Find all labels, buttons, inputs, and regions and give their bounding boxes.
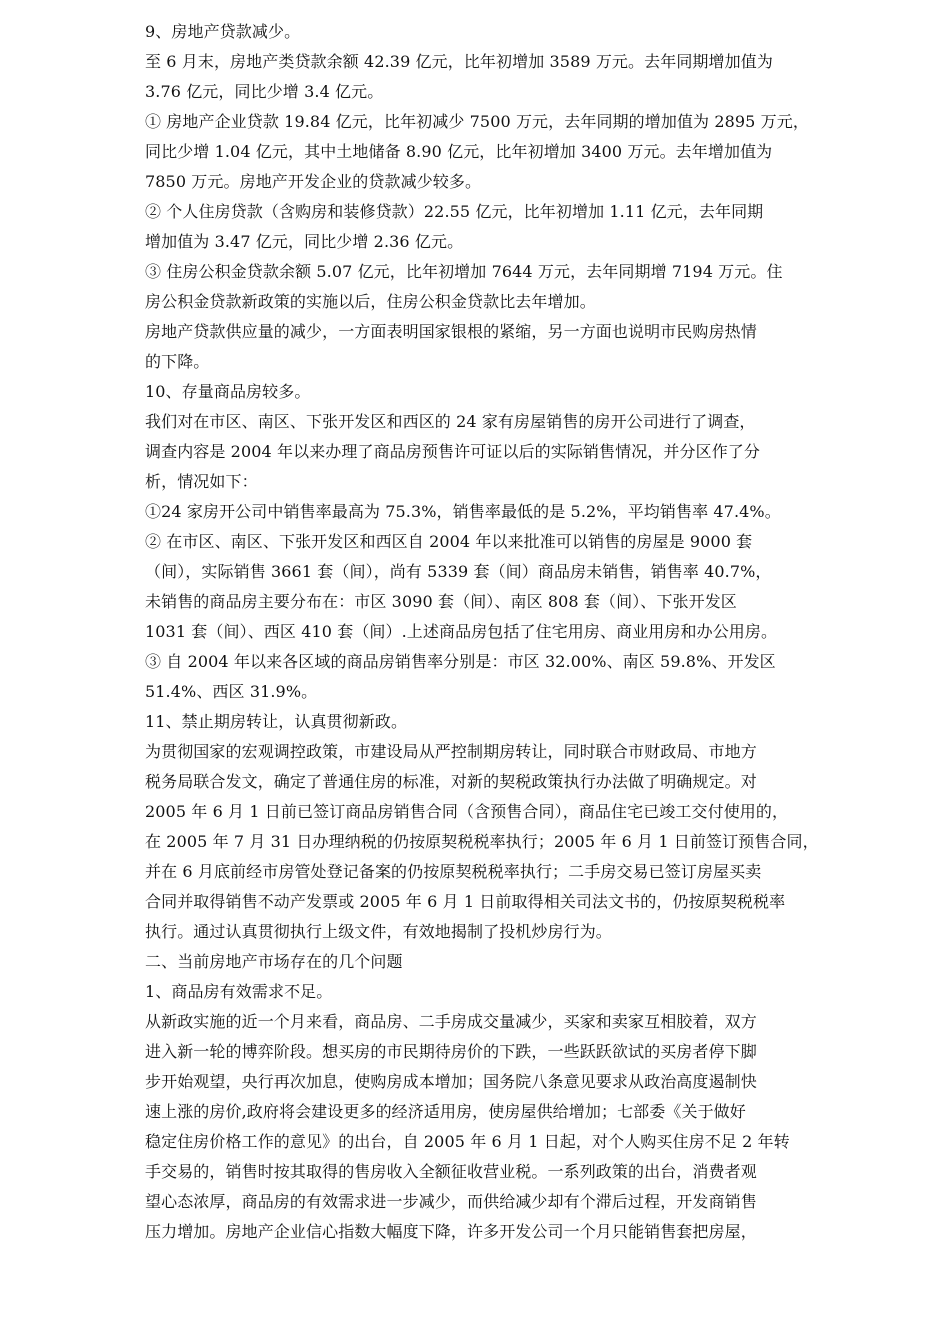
paragraph-line: 的下降。 [145,352,210,371]
paragraph-line: ③ 自 2004 年以来各区域的商品房销售率分别是：市区 32.00%、南区 59.8%、开发区 [145,652,776,671]
paragraph-line: 合同并取得销售不动产发票或 2005 年 6 月 1 日前取得相关司法文书的，仍按原契税税率 [145,892,786,911]
section-heading-9: 9、房地产贷款减少。 [145,22,301,41]
paragraph-line: ①24 家房开公司中销售率最高为 75.3%，销售率最低的是 5.2%，平均销售率 47.4%。 [145,502,781,521]
paragraph-line: 手交易的，销售时按其取得的售房收入全额征收营业税。一系列政策的出台，消费者观 [145,1162,757,1181]
subsection-heading-1: 1、商品房有效需求不足。 [145,982,333,1001]
paragraph-line: 2005 年 6 月 1 日前已签订商品房销售合同（含预售合同），商品住宅已竣工交付使用的， [145,802,789,821]
paragraph-line: 压力增加。房地产企业信心指数大幅度下降，许多开发公司一个月只能销售套把房屋， [145,1222,757,1241]
paragraph-line: ① 房地产企业贷款 19.84 亿元，比年初减少 7500 万元，去年同期的增加值为 2895 万元， [145,112,809,131]
paragraph-line: 51.4%、西区 31.9%。 [145,682,318,701]
paragraph-line: 至 6 月末，房地产类贷款余额 42.39 亿元，比年初增加 3589 万元。去年同期增加值为 [145,52,773,71]
chapter-heading-2: 二、当前房地产市场存在的几个问题 [145,952,403,971]
paragraph-line: 在 2005 年 7 月 31 日办理纳税的仍按原契税税率执行；2005 年 6 月 1 日前签订预售合同， [145,832,819,851]
paragraph-line: 1031 套（间）、西区 410 套（间）.上述商品房包括了住宅用房、商业用房和办公用房。 [145,622,778,641]
section-heading-11: 11、禁止期房转让，认真贯彻新政。 [145,712,408,731]
paragraph-line: 7850 万元。房地产开发企业的贷款减少较多。 [145,172,482,191]
paragraph-line: ③ 住房公积金贷款余额 5.07 亿元，比年初增加 7644 万元，去年同期增 7194 万元。住 [145,262,783,281]
section-heading-10: 10、存量商品房较多。 [145,382,311,401]
paragraph-line: 同比少增 1.04 亿元，其中土地储备 8.90 亿元，比年初增加 3400 万元。去年增加值为 [145,142,773,161]
paragraph-line: 我们对在市区、南区、下张开发区和西区的 24 家有房屋销售的房开公司进行了调查， [145,412,756,431]
paragraph-line: 3.76 亿元，同比少增 3.4 亿元。 [145,82,384,101]
paragraph-line: 稳定住房价格工作的意见》的出台，自 2005 年 6 月 1 日起，对个人购买住房不足 2 年转 [145,1132,790,1151]
paragraph-line: 速上涨的房价,政府将会建设更多的经济适用房，使房屋供给增加；七部委《关于做好 [145,1102,746,1121]
paragraph-line: 房公积金贷款新政策的实施以后，住房公积金贷款比去年增加。 [145,292,596,311]
paragraph-line: 为贯彻国家的宏观调控政策，市建设局从严控制期房转让，同时联合市财政局、市地方 [145,742,757,761]
paragraph-line: ② 个人住房贷款（含购房和装修贷款）22.55 亿元，比年初增加 1.11 亿元，去年同期 [145,202,764,221]
paragraph-line: 进入新一轮的博弈阶段。想买房的市民期待房价的下跌，一些跃跃欲试的买房者停下脚 [145,1042,757,1061]
paragraph-line: （间），实际销售 3661 套（间），尚有 5339 套（间）商品房未销售，销售率 40.7%， [145,562,772,581]
paragraph-line: 从新政实施的近一个月来看，商品房、二手房成交量减少，买家和卖家互相胶着，双方 [145,1012,757,1031]
paragraph-line: 增加值为 3.47 亿元，同比少增 2.36 亿元。 [145,232,464,251]
paragraph-line: 执行。通过认真贯彻执行上级文件，有效地揭制了投机炒房行为。 [145,922,612,941]
paragraph-line: 并在 6 月底前经市房管处登记备案的仍按原契税税率执行；二手房交易已签订房屋买卖 [145,862,762,881]
paragraph-line: ② 在市区、南区、下张开发区和西区自 2004 年以来批准可以销售的房屋是 9000 套 [145,532,753,551]
paragraph-line: 调查内容是 2004 年以来办理了商品房预售许可证以后的实际销售情况，并分区作了分 [145,442,760,461]
paragraph-line: 房地产贷款供应量的减少，一方面表明国家银根的紧缩，另一方面也说明市民购房热情 [145,322,757,341]
document-body [145,17,885,1247]
paragraph-line: 步开始观望，央行再次加息，使购房成本增加；国务院八条意见要求从政治高度遏制快 [145,1072,757,1091]
paragraph-line: 析，情况如下： [145,472,258,491]
paragraph-line: 望心态浓厚，商品房的有效需求进一步减少，而供给减少却有个滞后过程，开发商销售 [145,1192,757,1211]
paragraph-line: 未销售的商品房主要分布在：市区 3090 套（间）、南区 808 套（间）、下张开发区 [145,592,737,611]
paragraph-line: 税务局联合发文，确定了普通住房的标准，对新的契税政策执行办法做了明确规定。对 [145,772,757,791]
